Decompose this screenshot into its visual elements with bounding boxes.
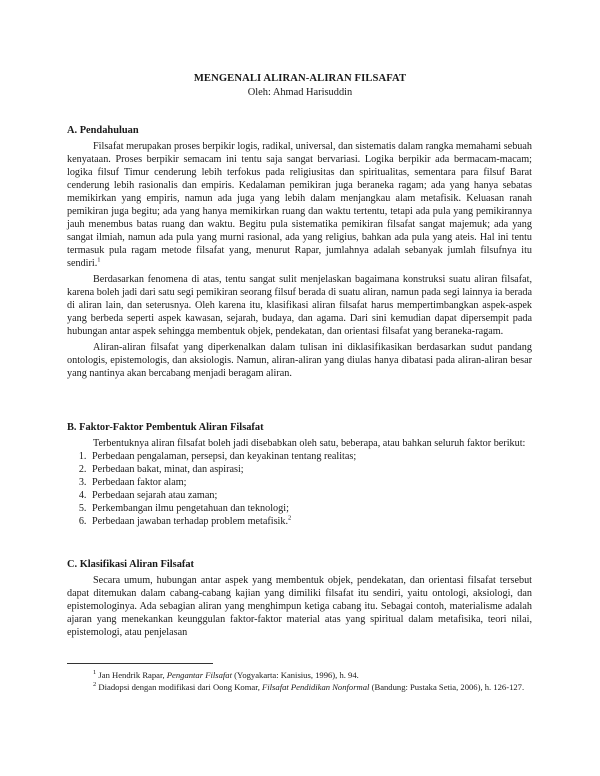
- paragraph: Aliran-aliran filsafat yang diperkenalkan dalam tulisan ini diklasifikasikan berdasarkan sudut pandang ontologis, epistemologis, dan aksiologis. Namun, aliran-aliran yang diulas hanya dibatasi pada aliran-aliran besar yang nantinya akan bercabang menjadi beragam aliran.: [67, 342, 532, 379]
- list-item: 6. Perbedaan jawaban terhadap problem metafisik.$^2$: [89, 515, 532, 528]
- list-item: 5. Perkembangan ilmu pengetahuan dan teknologi;: [89, 502, 532, 515]
- section-pendahuluan: [67, 124, 532, 383]
- list-item: 3. Perbedaan faktor alam;: [89, 476, 532, 489]
- footnote-ref[interactable]: 1: [97, 256, 101, 264]
- section-faktor: [67, 421, 532, 528]
- document-author: Oleh: Ahmad Harisuddin: [247, 87, 353, 98]
- section-klasifikasi: [67, 558, 532, 642]
- section-heading: A. Pendahuluan: [67, 125, 139, 136]
- paragraph: Berdasarkan fenomena di atas, tentu sangat sulit menjelaskan bagaimana konstruksi suatu aliran filsafat, karena boleh jadi dari satu segi pemikiran seorang filsuf berada di suatu aliran, namun pada segi lainnya ia berada di aliran lain, dan seterusnya. Oleh karena itu, klasifikasi aliran filsafat harus mempertimbangkan aspek-aspek yang berbeda seperti aspek kawasan, sejarah, budaya, dan agama. Dari sini kemudian dapat dipersempit pada hubungan antar aspek sehingga membentuk objek, pendekatan, dan orientasi filsafat yang beraneka-ragam.: [67, 274, 532, 337]
- document-title: MENGENALI ALIRAN-ALIRAN FILSAFAT: [193, 73, 407, 84]
- footnotes: [67, 669, 532, 693]
- paragraph: Secara umum, hubungan antar aspek yang membentuk objek, pendekatan, dan orientasi filsafat tersebut dapat ditemukan dalam cabang-cabang kajian yang dimiliki filsafat itu sendiri, yaitu ontologi, aksiologi, dan epistemologinya. Ada sebagian aliran yang menghimpun ketiga cabang itu. Sebagai contoh, materialisme adalah ajaran yang menekankan keunggulan faktor-faktor material atas yang spiritual dalam metafisika, teori nilai, epistemologi, atau penjelasan: [67, 575, 532, 638]
- list-item: 2. Perbedaan bakat, minat, dan aspirasi;: [89, 463, 532, 476]
- section-heading: C. Klasifikasi Aliran Filsafat: [67, 559, 195, 570]
- paragraph: Filsafat merupakan proses berpikir logis, radikal, universal, dan sistematis dalam rangka memahami sebuah kenyataan. Proses berpikir semacam ini tentu saja sangat bervariasi. Logika berpikir ada bermacam-macam; logika filsuf Timur cenderung lebih terfokus pada religiusitas dan spiritualitas, sementara para filsuf Barat cenderung lebih rasionalis dan empiris. Kedalaman pemikiran juga beraneka ragam; ada yang hanya sebatas memikirkan yang empiris, namun ada juga yang lebih dalam menjangkau alam metafisik. Keluasan ranah pemikiran juga begitu; ada yang hanya memikirkan ruang dan waktu tertentu, tetapi ada pula yang pemikirannya jauh menembus batas ruang dan waktu. Begitu pula sistematika pemikiran filsafat sangat majemuk; ada yang sangat ilmiah, namun ada pula yang murni rasional, ada yang religius, bahkan ada pula yang ateis. Hal ini tentu termasuk pula ragam metode filsafat yang, menurut Rapar, jumlahnya adalah sebanyak jumlah filsufnya itu sendiri.$^1$: [67, 141, 532, 269]
- factor-list: [67, 450, 532, 528]
- footnote-divider: [67, 663, 213, 664]
- footnote: $^2$ Diadopsi dengan modifikasi dari Oong Komar, Filsafat Pendidikan Nonformal (Bandung: Pustaka Setia, 2006), h. 126-127.: [93, 681, 525, 692]
- paragraph: Terbentuknya aliran filsafat boleh jadi disebabkan oleh satu, beberapa, atau bahkan seluruh faktor berikut:: [93, 438, 526, 449]
- footnote-ref[interactable]: 2: [288, 514, 292, 522]
- footnote: $^1$ Jan Hendrik Rapar, Pengantar Filsafat (Yogyakarta: Kanisius, 1996), h. 94.: [93, 669, 359, 680]
- list-item: 4. Perbedaan sejarah atau zaman;: [89, 489, 532, 502]
- list-item: 1. Perbedaan pengalaman, persepsi, dan keyakinan tentang realitas;: [89, 450, 532, 463]
- section-heading: B. Faktor-Faktor Pembentuk Aliran Filsafat: [67, 422, 264, 433]
